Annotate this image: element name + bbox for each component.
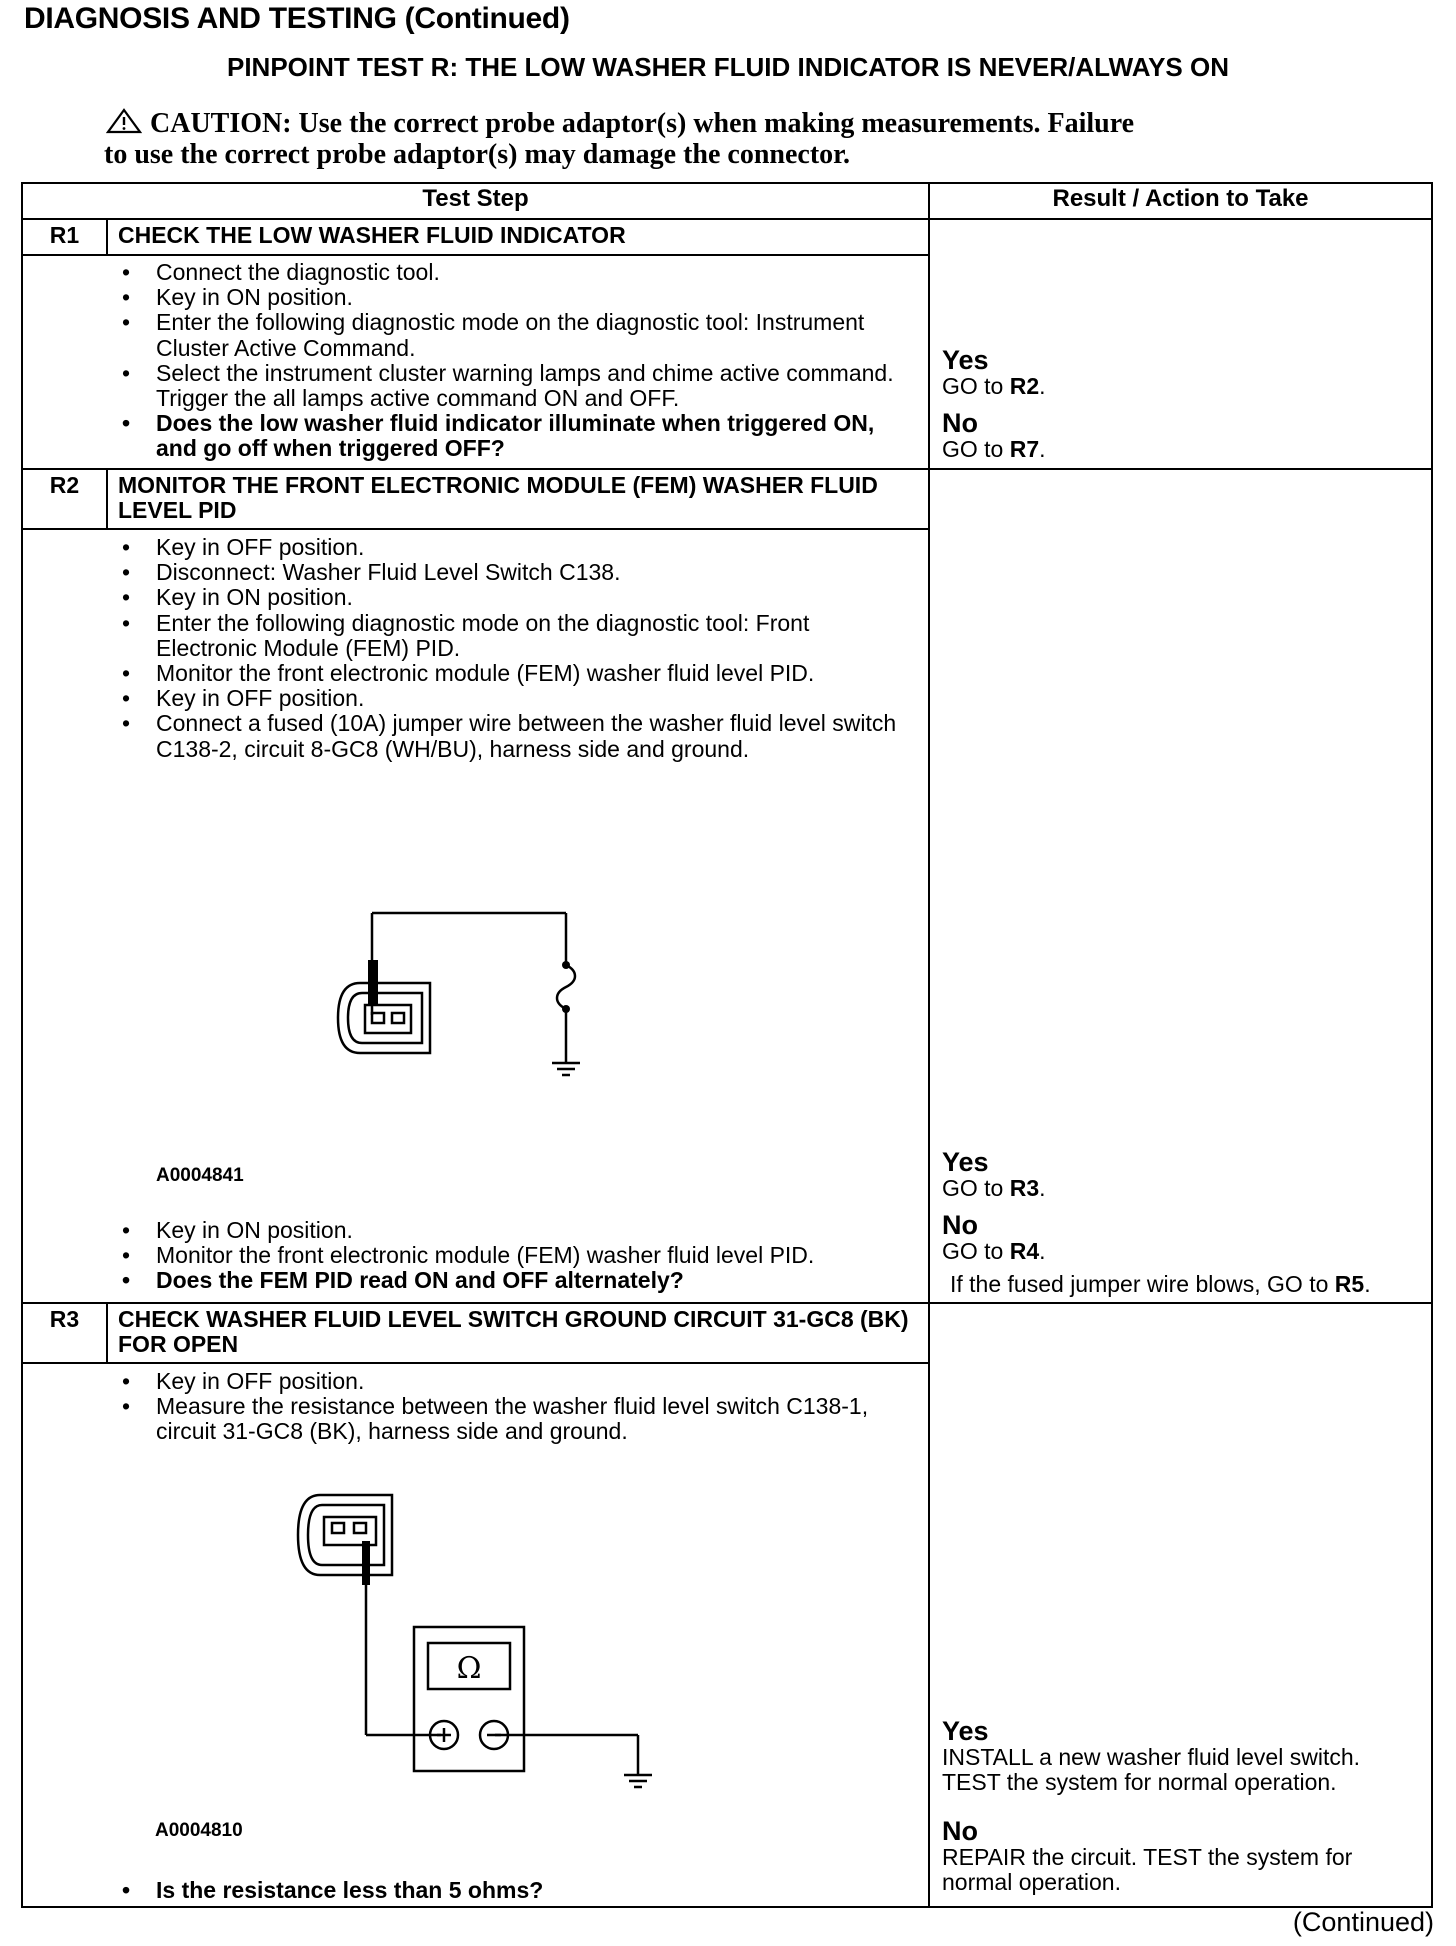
step-question: • Does the FEM PID read ON and OFF alternately?	[120, 1268, 910, 1293]
warning-triangle-icon	[106, 108, 142, 134]
result-r2: Yes GO to R3. No GO to R4. If the fused jumper wire blows, GO to R5.	[942, 1148, 1427, 1297]
column-header-test-step: Test Step	[422, 185, 529, 212]
result-note: If the fused jumper wire blows, GO to	[950, 1271, 1329, 1297]
result-no-action: REPAIR the circuit. TEST the system for normal operation.	[942, 1844, 1353, 1895]
result-yes-action: GO to	[942, 1175, 1004, 1201]
result-no-label: No	[942, 1816, 978, 1846]
step-question: • Is the resistance less than 5 ohms?	[120, 1878, 910, 1903]
step-item: • Key in OFF position.	[120, 686, 910, 711]
goto-link-r5[interactable]: R5	[1334, 1271, 1365, 1297]
step-item: • Enter the following diagnostic mode on the diagnostic tool: Instrument Cluster Active Command.	[120, 310, 910, 360]
result-yes-label: Yes	[942, 1716, 989, 1746]
caution-line-2: to use the correct probe adaptor(s) may damage the connector.	[104, 139, 851, 170]
goto-link-r4[interactable]: R4	[1009, 1238, 1040, 1264]
step-code-r1: R1	[49, 222, 80, 248]
result-yes-label: Yes	[942, 345, 989, 375]
step-item: • Measure the resistance between the washer fluid level switch C138-1, circuit 31-GC8 (BK), harness side and ground.	[120, 1394, 910, 1444]
step-list-r2	[120, 535, 910, 762]
step-item: • Select the instrument cluster warning lamps and chime active command. Trigger the all lamps active command ON and OFF.	[120, 361, 910, 411]
page-header: DIAGNOSIS AND TESTING (Continued)	[24, 2, 570, 35]
pinpoint-test-title: PINPOINT TEST R: THE LOW WASHER FLUID INDICATOR IS NEVER/ALWAYS ON	[226, 52, 1229, 82]
step-title-r1: CHECK THE LOW WASHER FLUID INDICATOR	[118, 222, 626, 248]
result-no-label: No	[942, 1210, 978, 1240]
step-list-r3-question	[120, 1878, 910, 1903]
result-yes-action: INSTALL a new washer fluid level switch. TEST the system for normal operation.	[942, 1744, 1361, 1795]
ohmmeter-diagram	[290, 1485, 670, 1795]
step-item: • Connect the diagnostic tool.	[120, 260, 910, 285]
result-yes-label: Yes	[942, 1147, 989, 1177]
step-item: • Enter the following diagnostic mode on the diagnostic tool: Front Electronic Module (FEM) PID.	[120, 611, 910, 661]
caution-line-1: CAUTION: Use the correct probe adaptor(s) when making measurements. Failure	[150, 108, 1135, 139]
step-code-r2: R2	[49, 472, 80, 498]
step-item: • Connect a fused (10A) jumper wire between the washer fluid level switch C138-2, circuit 8-GC8 (WH/BU), harness side and ground.	[120, 711, 910, 761]
result-r3	[942, 1717, 1422, 1895]
step-item: • Key in ON position.	[120, 585, 910, 610]
step-title-r3: CHECK WASHER FLUID LEVEL SWITCH GROUND CIRCUIT 31-GC8 (BK) FOR OPEN	[118, 1306, 909, 1357]
step-item: • Key in ON position.	[120, 1218, 910, 1243]
step-item: • Key in ON position.	[120, 285, 910, 310]
continued-footer: (Continued)	[1292, 1907, 1434, 1937]
figure-id-a0004810: A0004810	[155, 1820, 243, 1841]
result-yes-action: GO to	[942, 373, 1004, 399]
step-title-r2: MONITOR THE FRONT ELECTRONIC MODULE (FEM) WASHER FLUID LEVEL PID	[118, 472, 878, 523]
result-no-label: No	[942, 408, 978, 438]
step-list-r2-continued	[120, 1218, 910, 1294]
step-question: • Does the low washer fluid indicator illuminate when triggered ON, and go off when triggered OFF?	[120, 411, 910, 461]
caution-note	[106, 108, 1366, 170]
result-r1: Yes GO to R2. No GO to R7.	[942, 346, 1422, 462]
goto-link-r3[interactable]: R3	[1009, 1175, 1040, 1201]
column-header-result: Result / Action to Take	[1052, 185, 1309, 212]
result-no-action: GO to	[942, 436, 1004, 462]
step-item: • Monitor the front electronic module (FEM) washer fluid level PID.	[120, 661, 910, 686]
goto-link-r2[interactable]: R2	[1009, 373, 1040, 399]
result-no-action: GO to	[942, 1238, 1004, 1264]
step-list-r3	[120, 1369, 910, 1445]
step-item: • Key in OFF position.	[120, 535, 910, 560]
jumper-wire-diagram	[330, 905, 600, 1085]
ohm-symbol: Ω	[456, 1651, 482, 1686]
goto-link-r7[interactable]: R7	[1009, 436, 1040, 462]
step-item: • Monitor the front electronic module (FEM) washer fluid level PID.	[120, 1243, 910, 1268]
step-code-r3: R3	[49, 1306, 80, 1332]
step-list-r1	[120, 260, 910, 462]
step-item: • Disconnect: Washer Fluid Level Switch C138.	[120, 560, 910, 585]
step-item: • Key in OFF position.	[120, 1369, 910, 1394]
figure-id-a0004841: A0004841	[156, 1165, 244, 1186]
